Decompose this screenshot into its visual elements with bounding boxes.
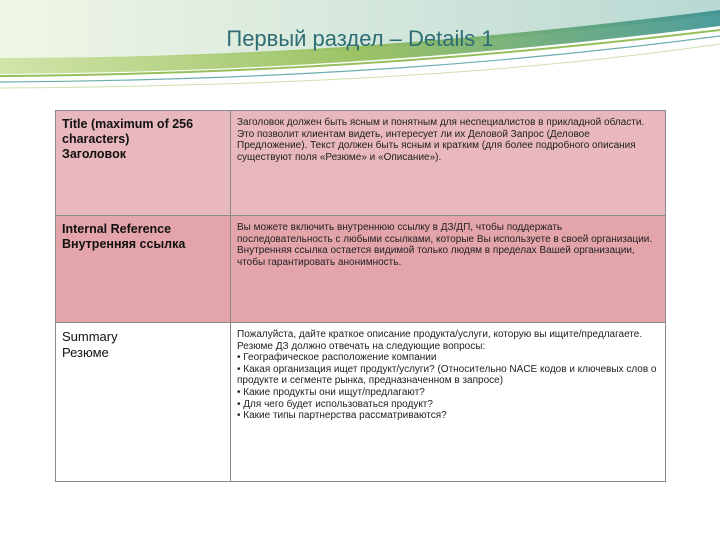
details-table bbox=[55, 110, 666, 482]
summary-intro: Пожалуйста, дайте краткое описание продукта/услуги, которую вы ищите/предлагаете. Резюме ДЗ должно отвечать на следующие вопросы: bbox=[237, 329, 643, 352]
description-title: Заголовок должен быть ясным и понятным для неспециалистов в прикладной области. Это позволит клиентам видеть, интересует ли их Деловой Запрос (Деловое Предложение). Текст должен быть ясным и кратким (для более подробного описания существуют поля «Резюме» и «Описание»). bbox=[231, 111, 666, 216]
label-en-title: Title (maximum of 256 characters) bbox=[62, 117, 194, 146]
label-cell-summary bbox=[56, 323, 231, 482]
label-cell-internal-reference bbox=[56, 216, 231, 323]
label-ru-title: Заголовок bbox=[62, 147, 126, 161]
label-cell-title bbox=[56, 111, 231, 216]
summary-bullet-2: • Какая организация ищет продукт/услуги? (Относительно NACE кодов и ключевых слов о продукте и сегменте рынка, предназначенном в запросе) bbox=[237, 363, 657, 387]
summary-bullet-4: • Для чего будет использоваться продукт? bbox=[237, 398, 433, 410]
summary-bullet-1: • Географическое расположение компании bbox=[237, 352, 437, 364]
description-internal-reference: Вы можете включить внутреннюю ссылку в ДЗ/ДП, чтобы поддержать последовательность с любыми ссылками, которые Вы используете в своей организации. Внутренняя ссылка остается видимой только людям в пределах Вашей организации, чтобы гарантировать анонимность. bbox=[231, 216, 666, 323]
slide-title: Первый раздел – Details 1 bbox=[226, 26, 494, 51]
label-ru-summary: Резюме bbox=[62, 345, 109, 360]
summary-bullet-3: • Какие продукты они ищут/предлагают? bbox=[237, 386, 425, 398]
table-row-title bbox=[56, 111, 666, 216]
header-swoosh-decoration bbox=[0, 0, 720, 110]
summary-bullet-5: • Какие типы партнерства рассматриваются? bbox=[237, 410, 447, 422]
label-en-internal-reference: Internal Reference bbox=[62, 222, 172, 236]
label-ru-internal-reference: Внутренняя ссылка bbox=[62, 237, 186, 251]
description-summary bbox=[231, 323, 666, 482]
table-row-internal-reference bbox=[56, 216, 666, 323]
table-row-summary bbox=[56, 323, 666, 482]
label-en-summary: Summary bbox=[62, 329, 118, 344]
